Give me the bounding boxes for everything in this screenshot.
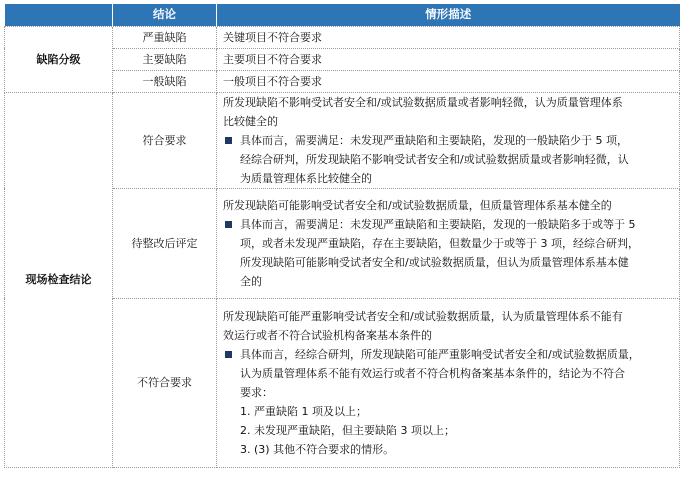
pending-line: 所发现缺陷可能影响受试者安全和/或试验数据质量，但质量管理体系基本健全的 [223,198,612,212]
grade-major: 主要缺陷 [113,48,217,70]
pending-label: 待整改后评定 [113,188,217,298]
grade-critical: 严重缺陷 [113,26,217,48]
table-header-row [5,4,680,26]
table-row [5,92,680,188]
compliant-bullet-line: 具体而言，需要满足：未发现严重缺陷和主要缺陷，发现的一般缺陷少于 5 项， [240,133,628,147]
pending-bullet [223,215,675,291]
noncompliant-bullet-line: 认为质量管理体系不能有效运行或者不符合机构备案基本条件的，结论为不符合 [240,366,625,380]
square-bullet-icon [225,137,232,144]
grade-minor-desc: 一般项目不符合要求 [217,70,680,92]
evaluation-table-container [4,4,679,468]
defect-grade-label: 缺陷分级 [5,26,113,92]
noncompliant-line: 效运行或者不符合试验机构备案基本条件的 [223,328,432,342]
evaluation-table [4,4,680,468]
compliant-bullet [223,131,675,188]
header-blank [5,4,113,26]
noncompliant-bullet-line: 具体而言，经综合研判，所发现缺陷可能严重影响受试者安全和/或试验数据质量， [240,347,640,361]
pending-bullet-line: 所发现缺陷可能影响受试者安全和/或试验数据质量，但认为质量管理体系基本健 [240,255,629,269]
pending-bullet-line: 具体而言，需要满足：未发现严重缺陷和主要缺陷，发现的一般缺陷多于或等于 5 [240,217,636,231]
noncompliant-item: 2. 未发现严重缺陷，但主要缺陷 3 项以上； [240,423,455,437]
compliant-bullet-line: 经综合研判，所发现缺陷不影响受试者安全和/或试验数据质量或者影响轻微，认 [240,152,629,166]
compliant-line: 所发现缺陷不影响受试者安全和/或试验数据质量或者影响轻微，认为质量管理体系 [223,95,623,109]
pending-desc [217,188,680,298]
compliant-bullet-line: 为质量管理体系比较健全的 [240,171,372,185]
grade-critical-desc: 关键项目不符合要求 [217,26,680,48]
square-bullet-icon [225,221,232,228]
noncompliant-bullet-line: 要求： [240,385,273,399]
noncompliant-label: 不符合要求 [113,298,217,467]
pending-bullet-line: 全的 [240,274,262,288]
grade-minor: 一般缺陷 [113,70,217,92]
header-conclusion: 结论 [113,4,217,26]
pending-bullet-line: 项，或者未发现严重缺陷，存在主要缺陷，但数量少于或等于 3 项，经综合研判， [240,236,639,250]
grade-major-desc: 主要项目不符合要求 [217,48,680,70]
square-bullet-icon [225,351,232,358]
compliant-label: 符合要求 [113,92,217,188]
noncompliant-item: 3. (3) 其他不符合要求的情形。 [240,442,395,456]
noncompliant-bullet [223,345,675,459]
header-description: 情形描述 [217,4,680,26]
noncompliant-item: 1. 严重缺陷 1 项及以上； [240,404,367,418]
table-row [5,26,680,48]
noncompliant-line: 所发现缺陷可能严重影响受试者安全和/或试验数据质量，认为质量管理体系不能有 [223,309,623,323]
compliant-desc [217,92,680,188]
noncompliant-desc [217,298,680,467]
compliant-line: 比较健全的 [223,114,278,128]
conclusion-label: 现场检查结论 [5,92,113,467]
